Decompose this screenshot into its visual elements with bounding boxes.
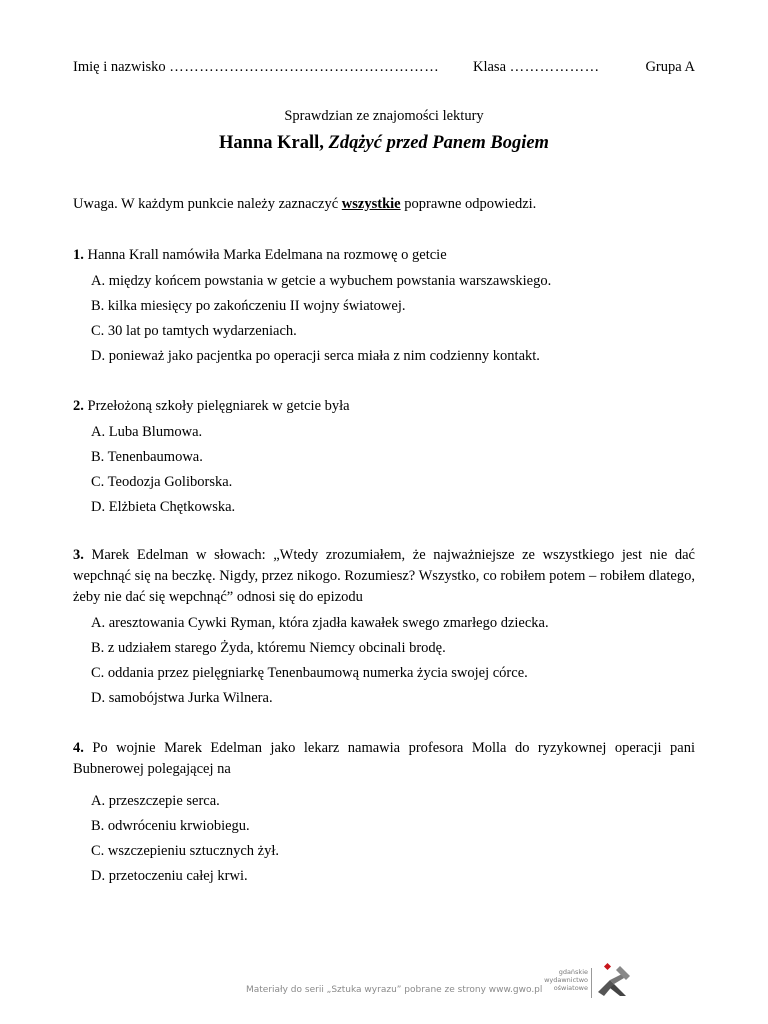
- class-field: [473, 59, 600, 76]
- name-field: [73, 59, 439, 76]
- question-number: 4.: [73, 740, 84, 756]
- question-body: Po wojnie Marek Edelman jako lekarz namawia profesora Molla do ryzykownej operacji pani Bubnerowej polegającej na: [73, 740, 695, 777]
- question-number: 2.: [73, 398, 84, 414]
- answer-list: [73, 269, 695, 369]
- publisher-name: [532, 968, 588, 992]
- publisher-line: gdańskie: [558, 968, 588, 976]
- name-label: Imię i nazwisko: [73, 59, 166, 75]
- class-dots: ………………: [509, 59, 600, 75]
- question-2: [73, 396, 695, 520]
- publisher-logo-icon: [596, 962, 632, 998]
- answer-option[interactable]: A. Luba Blumowa.: [91, 424, 203, 440]
- question-4: [73, 738, 695, 889]
- test-subtitle: Sprawdzian ze znajomości lektury: [284, 108, 484, 124]
- footer-source-text: Materiały do serii „Sztuka wyrazu” pobrane ze strony www.gwo.pl: [246, 985, 543, 995]
- question-text: [73, 738, 695, 780]
- answer-list: [73, 611, 695, 711]
- note-emphasis: wszystkie: [341, 196, 401, 212]
- note-before: Uwaga. W każdym punkcie należy zaznaczyć: [73, 196, 342, 212]
- answer-list: [73, 789, 695, 889]
- answer-option[interactable]: A. między końcem powstania w getcie a wybuchem powstania warszawskiego.: [91, 273, 552, 289]
- title-author: Hanna Krall,: [219, 133, 329, 153]
- question-body: Hanna Krall namówiła Marka Edelmana na rozmowę o getcie: [83, 247, 447, 263]
- answer-option[interactable]: C. wszczepieniu sztucznych żył.: [91, 843, 280, 859]
- publisher-line: wydawnictwo: [544, 976, 588, 984]
- question-body: Marek Edelman w słowach: „Wtedy zrozumiałem, że najważniejsze ze wszystkiego jest nie dać wepchnąć się na beczkę. Nigdy, przez nikogo. Rozumiesz? Wszystko, co robiłem potem – robiłem dlatego, żeby nie dać się wepchnąć” odnosi się do epizodu: [73, 547, 695, 605]
- answer-option[interactable]: A. aresztowania Cywki Ryman, która zjadła kawałek swego zmarłego dziecka.: [91, 615, 549, 631]
- question-body: Przełożoną szkoły pielęgniarek w getcie była: [83, 398, 350, 414]
- question-number: 3.: [73, 547, 84, 563]
- question-text: [73, 545, 695, 608]
- answer-option[interactable]: D. Elżbieta Chętkowska.: [91, 499, 236, 515]
- answer-option[interactable]: D. ponieważ jako pacjentka po operacji serca miała z nim codzienny kontakt.: [91, 348, 540, 364]
- header-row: [73, 59, 695, 79]
- answer-option[interactable]: C. 30 lat po tamtych wydarzeniach.: [91, 323, 297, 339]
- question-text: [73, 245, 695, 266]
- page-title: [0, 133, 768, 154]
- instruction-note: [73, 196, 536, 213]
- name-dots: ………………………………………………: [169, 59, 440, 75]
- note-after: poprawne odpowiedzi.: [400, 196, 537, 212]
- answer-option[interactable]: B. Tenenbaumowa.: [91, 449, 203, 465]
- publisher-line: oświatowe: [553, 984, 588, 992]
- answer-option[interactable]: A. przeszczepie serca.: [91, 793, 220, 809]
- question-number: 1.: [73, 247, 84, 263]
- answer-option[interactable]: B. kilka miesięcy po zakończeniu II wojny światowej.: [91, 298, 406, 314]
- answer-list: [73, 420, 695, 520]
- answer-option[interactable]: C. oddania przez pielęgniarkę Tenenbaumową numerka życia swojej córce.: [91, 665, 528, 681]
- question-3: [73, 545, 695, 711]
- question-1: [73, 245, 695, 369]
- group-label: Grupa A: [645, 59, 695, 75]
- publisher-divider: [591, 968, 592, 998]
- answer-option[interactable]: C. Teodozja Goliborska.: [91, 474, 233, 490]
- question-text: [73, 396, 695, 417]
- answer-option[interactable]: B. z udziałem starego Żyda, któremu Niemcy obcinali brodę.: [91, 640, 446, 656]
- class-label: Klasa: [473, 59, 507, 75]
- answer-option[interactable]: D. samobójstwa Jurka Wilnera.: [91, 690, 273, 706]
- title-work: Zdążyć przed Panem Bogiem: [328, 133, 549, 153]
- answer-option[interactable]: B. odwróceniu krwiobiegu.: [91, 818, 250, 834]
- answer-option[interactable]: D. przetoczeniu całej krwi.: [91, 868, 248, 884]
